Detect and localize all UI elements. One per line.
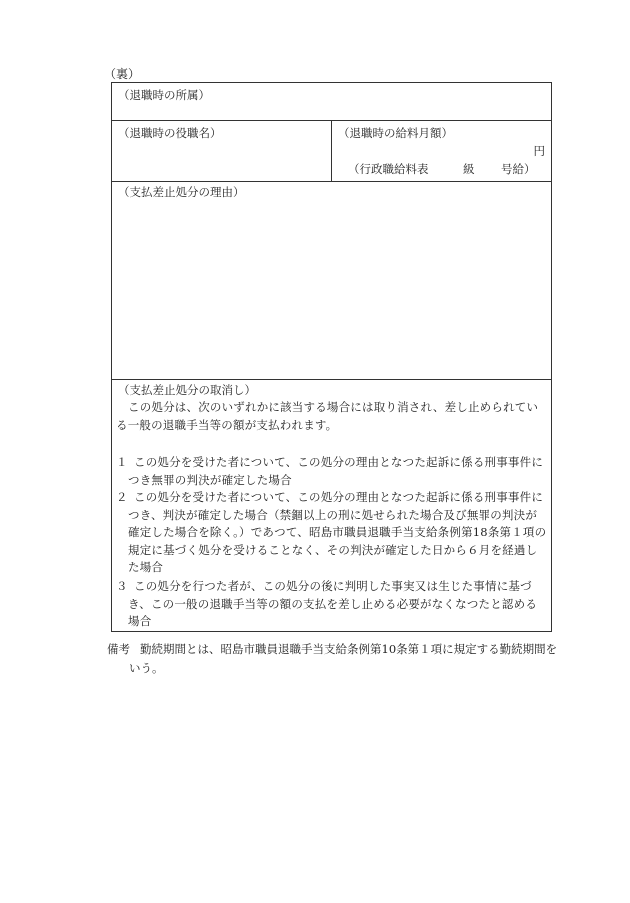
item-number: ３ [116,579,128,593]
grade-unit: 級 [463,162,475,176]
salary-label: （退職時の給料月額） [338,126,453,140]
remarks [107,640,567,678]
item-text: この処分を受けた者について、この処分の理由となつた起訴に係る刑事事件につき、判決が確定した場合（禁錮以上の刑に処せられた場合及び無罪の判決が確定した場合を除く。）であつて、昭島市職員退職手当支給条例第18条第１項の規定に基づく処分を受けることなく、その判決が確定した日から６月を経過した場合 [128,490,547,575]
dept-label: （退職時の所属） [118,88,210,102]
remarks-head: 備考 [107,642,130,656]
column-divider [331,120,332,181]
item-text: この処分を行つた者が、この処分の後に判明した事実又は生じた事情に基づき、この一般の退職手当等の額の支払を差し止める必要がなくなつたと認める場合 [128,579,538,629]
salary-table-label: （行政職給料表 [348,162,429,176]
item-number: １ [116,455,128,469]
disposition-form [111,82,552,632]
position-label: （退職時の役職名） [118,126,222,140]
step-unit: 号給） [501,162,536,176]
row-divider [112,379,551,380]
cancel-item-1 [116,454,548,489]
item-number: ２ [116,490,128,504]
row-divider [112,181,551,182]
item-text: この処分を受けた者について、この処分の理由となつた起訴に係る刑事事件につき無罪の判決が確定した場合 [128,455,544,487]
cancel-heading: （支払差止処分の取消し） [118,383,256,397]
cancel-item-3 [116,578,548,631]
reason-label: （支払差止処分の理由） [118,185,245,199]
remarks-text-line1: 勤続期間とは、昭島市職員退職手当支給条例第10条第１項に規定する勤続期間を [140,642,558,656]
remarks-text-line2: いう。 [129,661,164,675]
cancel-item-2 [116,489,548,577]
back-side-label: （裏） [104,67,141,81]
cancel-intro: この処分は、次のいずれかに該当する場合には取り消され、差し止められている一般の退職手当等の額が支払われます。 [116,400,539,432]
yen-unit: 円 [533,144,545,158]
